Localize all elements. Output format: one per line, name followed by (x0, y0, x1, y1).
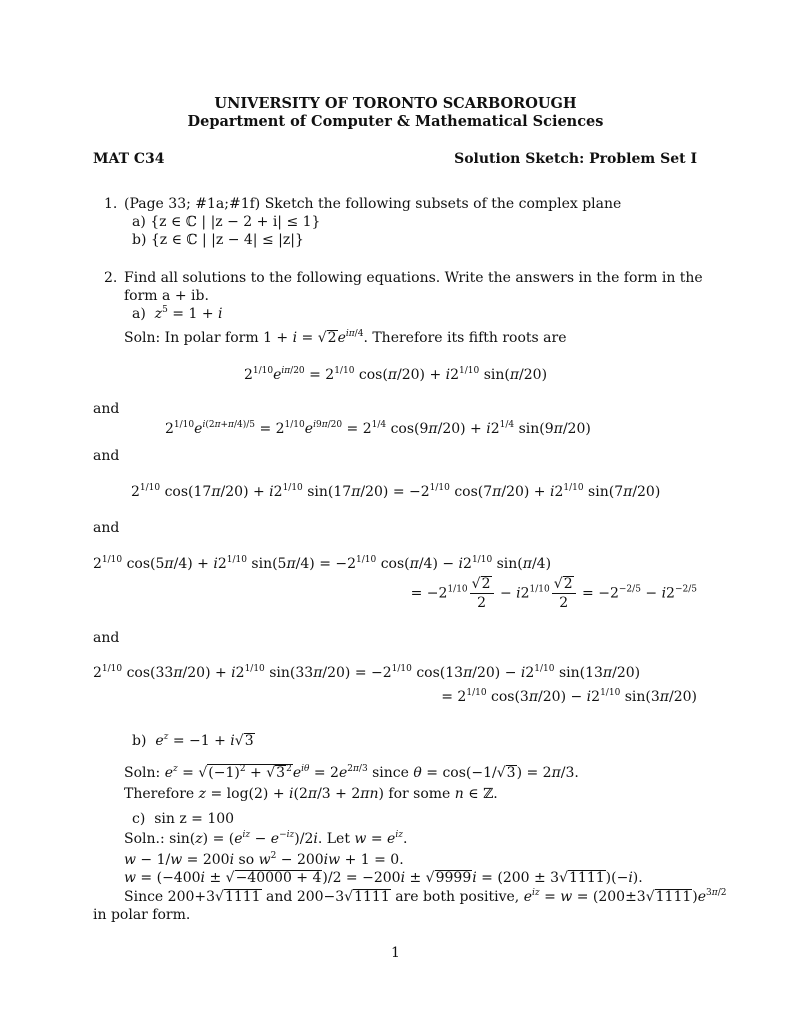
root-2-equation: $2^{1/10}e^{i(2\pi+\pi/4)/5} = 2^{1/10}e^{i9\pi/20} = 2^{1/4}$ $\cos(9\pi/20) + i2^{1/4}$ sin(9π/20) (165, 420, 591, 437)
part-a-statement: a) $z^5 = 1 + i$ (132, 305, 223, 322)
part-b-label: b) (132, 733, 147, 749)
question-1a: a) {z ∈ ℂ | |z − 2 + i| ≤ 1} (132, 214, 321, 230)
question-2-line2: form a + ib. (124, 288, 209, 304)
document-title: Solution Sketch: Problem Set I (454, 151, 697, 167)
root-1-equation: $2^{1/10}e^{i\pi/20} = 2^{1/10}$ $\cos(\pi/20) + i2^{1/10}$ sin(π/20) (243, 366, 548, 383)
question-1b: b) {z ∈ ℂ | |z − 4| ≤ |z|} (132, 232, 304, 248)
and-3: and (93, 520, 120, 536)
part-a-solution-intro: Soln: In polar form $1 + i = √2e^{i\pi/4}$. Therefore its fifth roots are (124, 329, 567, 346)
question-2-number: 2. (104, 270, 118, 286)
root-4-equation-line2: = $-2^{1/10}$ $\frac{√2}{2}$ − $i2^{1/10}$ $\frac{√2}{2}$ = $-2^{-2/5} - i2^{-2/5}$ (410, 576, 697, 611)
and-4: and (93, 630, 120, 646)
part-c-solution-line4: Since 200+3√1111 and 200−3√1111 are both positive, $e^{iz} = w = (200\pm 3√1111)e^{3\pi/2}$ (124, 888, 727, 905)
part-b-statement: b) $e^z = -1 + i√3$ (132, 732, 254, 749)
department-name: Department of Computer & Mathematical Sciences (187, 113, 604, 130)
part-c-solution-line3: w = (−400i ± √−40000 + 4)/2 = −200i ± √9999i = (200 ± 3√1111)(−i). (124, 870, 643, 886)
part-c-label: c) (132, 811, 146, 827)
question-1-text: (Page 33; #1a;#1f) Sketch the following subsets of the complex plane (124, 196, 622, 212)
part-c-statement (132, 810, 234, 828)
question-2-line1: Find all solutions to the following equations. Write the answers in the form in the (124, 270, 703, 286)
root-5-equation-line1: $2^{1/10}$ $\cos(33\pi/20) + i2^{1/10}$ $\sin(33\pi/20) = -2^{1/10}$ $\cos(13\pi/20) - i2^{1/10}$ sin(13π/20) (93, 664, 641, 681)
part-c-solution-line1: Soln.: $\sin(z) = (e^{iz} - e^{-iz})/2i$. Let $w = e^{iz}$. (124, 830, 408, 847)
part-b-conclusion: Therefore z = log(2) + i(2π/3 + 2πn) for some n ∈ ℤ. (124, 786, 498, 802)
root-4-equation-line1: $2^{1/10}$ $\cos(5\pi/4) + i2^{1/10}$ $\sin(5\pi/4) = -2^{1/10}$ $\cos(\pi/4) - i2^{1/10}$ sin(π/4) (93, 555, 552, 572)
question-1-number: 1. (104, 196, 118, 212)
root-3-equation: $2^{1/10}$ $\cos(17\pi/20) + i2^{1/10}$ $\sin(17\pi/20) = -2^{1/10}$ $\cos(7\pi/20) + i2^{1/10}$ sin(7π/20) (131, 483, 661, 500)
part-b-solution: Soln: $e^z = √(-1)^2 + √3^2e^{i\theta} = 2e^{2\pi/3}$ since θ = cos(−1/√3) = 2π/3. (124, 764, 579, 781)
root-5-equation-line2: = $2^{1/10}$ $\cos(3\pi/20) - i2^{1/10}$ sin(3π/20) (441, 688, 697, 705)
course-code: MAT C34 (93, 151, 165, 167)
page-number: 1 (391, 945, 400, 961)
part-c-solution-line2: w − 1/w = 200i so $w^2 - 200iw + 1 = 0$. (124, 851, 404, 868)
and-1: and (93, 401, 120, 417)
part-c-equation: sin z = 100 (154, 811, 235, 827)
and-2: and (93, 448, 120, 464)
part-a-label: a) (132, 306, 146, 322)
university-name: UNIVERSITY OF TORONTO SCARBOROUGH (214, 95, 577, 112)
part-c-polar-form-note: in polar form. (93, 907, 191, 923)
